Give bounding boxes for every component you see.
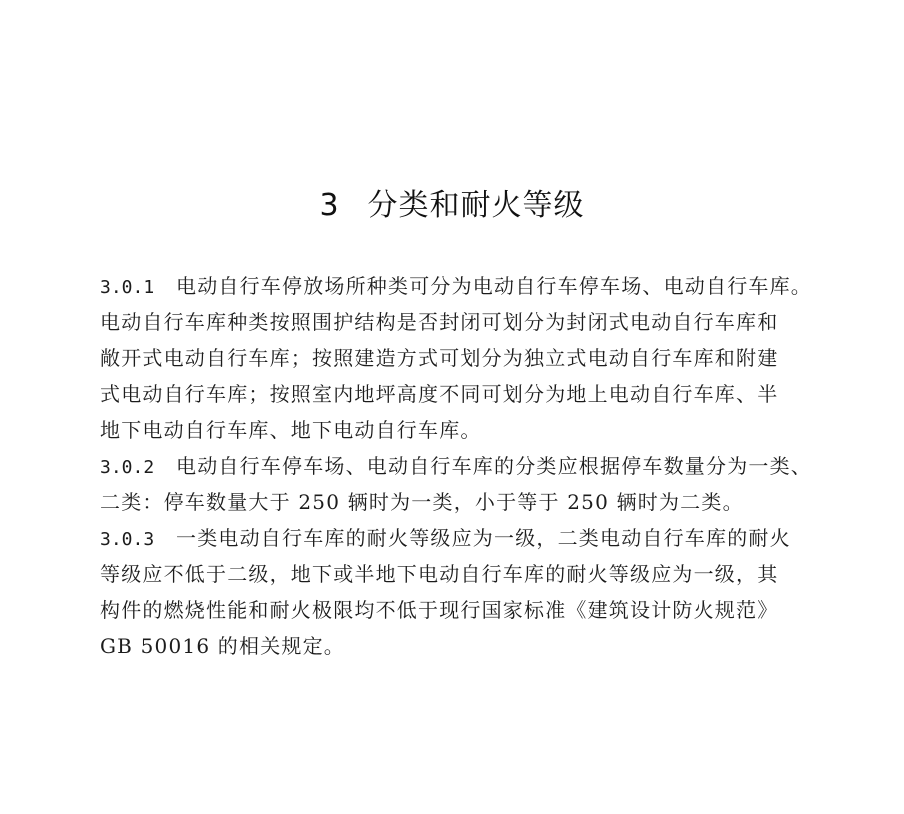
section-heading (0, 180, 904, 224)
section-body (100, 268, 820, 664)
section-number: 3 (319, 188, 340, 223)
clause-text: 电动自行车停放场所种类可分为电动自行车停车场、电动自行车库。 (176, 274, 812, 298)
clause-line: 式电动自行车库；按照室内地坪高度不同可划分为地上电动自行车库、半 (100, 382, 779, 406)
clause-line: 构件的燃烧性能和耐火极限均不低于现行国家标准《建筑设计防火规范》 (100, 598, 779, 622)
section-title: 分类和耐火等级 (367, 188, 585, 223)
clause-line (100, 448, 820, 484)
clause-line: GB 50016 的相关规定。 (100, 634, 346, 658)
clause-number: 3.0.2 (100, 457, 155, 478)
clause-text: 一类电动自行车库的耐火等级应为一级，二类电动自行车库的耐火 (176, 526, 791, 550)
clause-text: 电动自行车停车场、电动自行车库的分类应根据停车数量分为一类、 (176, 454, 812, 478)
clause-line: 电动自行车库种类按照围护结构是否封闭可划分为封闭式电动自行车库和 (100, 310, 779, 334)
clause-line: 地下电动自行车库、地下电动自行车库。 (100, 418, 482, 442)
clause-line (100, 268, 820, 304)
clause-line: 二类：停车数量大于 250 辆时为一类，小于等于 250 辆时为二类。 (100, 490, 744, 514)
clause-number: 3.0.1 (100, 277, 155, 298)
clause-number: 3.0.3 (100, 529, 155, 550)
clause-line: 敞开式电动自行车库；按照建造方式可划分为独立式电动自行车库和附建 (100, 346, 779, 370)
clause-line (100, 520, 820, 556)
clause-line: 等级应不低于二级，地下或半地下电动自行车库的耐火等级应为一级，其 (100, 562, 779, 586)
